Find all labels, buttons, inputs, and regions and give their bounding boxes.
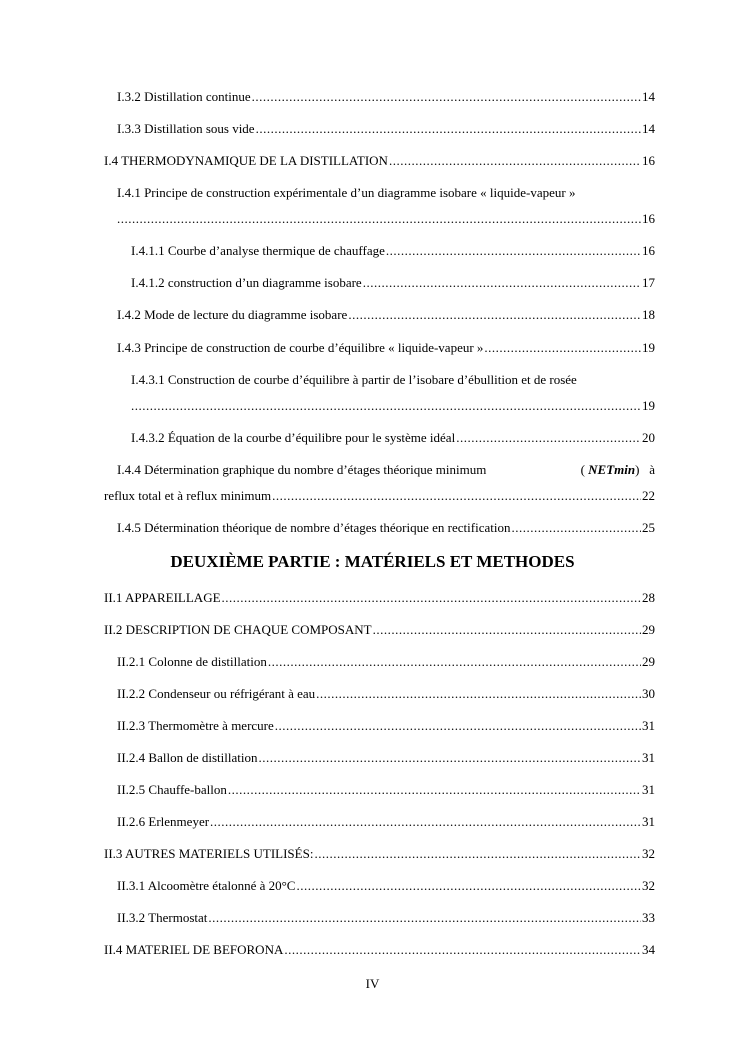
toc-entry-page: 16 (642, 153, 655, 168)
toc-entry-page: 31 (642, 718, 655, 733)
dot-leader (296, 878, 641, 894)
toc-entry-i-4-3-1[interactable] (131, 372, 655, 390)
toc-entry-i-4-5[interactable] (117, 520, 655, 538)
toc-entry-title: II.3.1 Alcoomètre étalonné à 20°C (117, 878, 296, 893)
toc-entry-title: I.4.1.1 Courbe d’analyse thermique de chauffage (131, 243, 385, 258)
dot-leader (363, 275, 641, 291)
toc-entry-title: II.2.4 Ballon de distillation (117, 750, 258, 765)
toc-entry-page: 30 (642, 686, 655, 701)
dot-leader (131, 398, 641, 414)
toc-entry-page: 18 (642, 307, 655, 322)
dot-leader (348, 307, 641, 323)
toc-entry-title: II.2.5 Chauffe-ballon (117, 782, 227, 797)
toc-entry-ii-3-1[interactable] (117, 878, 655, 896)
toc-entry-title: II.4 MATERIEL DE BEFORONA (104, 942, 284, 957)
dot-leader (389, 153, 641, 169)
toc-entry-page: 33 (642, 910, 655, 925)
toc-entry-page: 20 (642, 430, 655, 445)
formula-netmin-symbol: NETmin (588, 462, 636, 477)
toc-entry-page: 14 (642, 121, 655, 136)
toc-entry-title: II.2.1 Colonne de distillation (117, 654, 267, 669)
toc-entry-page: 16 (642, 243, 655, 258)
toc-entry-title: II.1 APPAREILLAGE (104, 590, 221, 605)
dot-leader (484, 340, 641, 356)
toc-entry-title: I.3.3 Distillation sous vide (117, 121, 255, 136)
dot-leader (373, 622, 641, 638)
dot-leader (511, 520, 641, 536)
toc-entry-title: I.4.2 Mode de lecture du diagramme isobare (117, 307, 348, 322)
dot-leader (386, 243, 641, 259)
toc-entry-page: 31 (642, 814, 655, 829)
toc-entry-title: II.2.6 Erlenmeyer (117, 814, 210, 829)
dot-leader (208, 910, 641, 926)
toc-entry-ii-2[interactable] (104, 622, 655, 640)
toc-entry-i-4-1-leader[interactable] (117, 211, 655, 229)
toc-entry-page: 31 (642, 782, 655, 797)
toc-entry-title: II.2.3 Thermomètre à mercure (117, 718, 274, 733)
dot-leader (284, 942, 641, 958)
toc-entry-title: I.4.5 Détermination théorique de nombre d’étages théorique en rectification (117, 520, 511, 535)
toc-entry-ii-4[interactable] (104, 942, 655, 960)
toc-entry-page: 32 (642, 846, 655, 861)
dot-leader (456, 430, 641, 446)
toc-entry-i-4-4-leader[interactable] (104, 488, 655, 506)
toc-entry-page: 25 (642, 520, 655, 535)
dot-leader (272, 488, 641, 504)
toc-entry-ii-2-5[interactable] (117, 782, 655, 800)
toc-entry-i-4-4[interactable] (117, 462, 655, 480)
toc-entry-title-tail: à (649, 462, 655, 477)
toc-entry-i-4-3[interactable] (117, 340, 655, 358)
dot-leader (314, 846, 641, 862)
toc-entry-title: II.3 AUTRES MATERIELS UTILISÉS: (104, 846, 314, 861)
toc-entry-page: 28 (642, 590, 655, 605)
toc-entry-i-4-3-2[interactable] (131, 430, 655, 448)
dot-leader (256, 121, 641, 137)
dot-leader (275, 718, 641, 734)
part-heading: DEUXIÈME PARTIE : MATÉRIELS ET METHODES (170, 552, 575, 571)
toc-entry-title: I.4.4 Détermination graphique du nombre d’étages théorique minimum (117, 462, 487, 477)
toc-entry-page: 29 (642, 622, 655, 637)
toc-entry-i-4-1[interactable] (117, 185, 655, 203)
toc-entry-title: I.4 THERMODYNAMIQUE DE LA DISTILLATION (104, 153, 388, 168)
toc-entry-i-3-3[interactable] (117, 121, 655, 139)
toc-entry-page: 16 (642, 211, 655, 226)
toc-entry-ii-2-4[interactable] (117, 750, 655, 768)
toc-entry-ii-3-2[interactable] (117, 910, 655, 928)
formula-paren-close: ) (635, 462, 640, 477)
toc-entry-i-4-3-1-leader[interactable] (131, 398, 655, 416)
toc-entry-page: 31 (642, 750, 655, 765)
dot-leader (268, 654, 641, 670)
toc-entry-ii-2-2[interactable] (117, 686, 655, 704)
toc-entry-i-3-2[interactable] (117, 89, 655, 107)
dot-leader (258, 750, 641, 766)
dot-leader (222, 590, 641, 606)
toc-entry-i-4-1-1[interactable] (131, 243, 655, 261)
toc-entry-title: I.4.3 Principe de construction de courbe d’équilibre « liquide-vapeur » (117, 340, 484, 355)
toc-entry-ii-2-1[interactable] (117, 654, 655, 672)
toc-entry-ii-2-3[interactable] (117, 718, 655, 736)
toc-entry-ii-3[interactable] (104, 846, 655, 864)
page-number: IV (365, 976, 380, 991)
toc-entry-title: II.3.2 Thermostat (117, 910, 208, 925)
toc-entry-page: 19 (642, 398, 655, 413)
toc-entry-i-4[interactable] (104, 153, 655, 171)
dot-leader (210, 814, 641, 830)
toc-entry-title: I.4.3.1 Construction de courbe d’équilibre à partir de l’isobare d’ébullition et de rosée (131, 372, 577, 387)
toc-entry-title: I.4.1.2 construction d’un diagramme isobare (131, 275, 362, 290)
toc-entry-page: 17 (642, 275, 655, 290)
toc-entry-title: I.3.2 Distillation continue (117, 89, 251, 104)
toc-entry-page: 19 (642, 340, 655, 355)
formula-paren-open: ( (580, 462, 585, 477)
toc-entry-page: 22 (642, 488, 655, 503)
toc-entry-title-cont: reflux total et à reflux minimum (104, 488, 272, 503)
formula-netmin (581, 462, 655, 478)
dot-leader (252, 89, 641, 105)
dot-leader (228, 782, 641, 798)
toc-entry-ii-2-6[interactable] (117, 814, 655, 832)
toc-entry-page: 14 (642, 89, 655, 104)
toc-entry-i-4-1-2[interactable] (131, 275, 655, 293)
dot-leader (316, 686, 641, 702)
dot-leader (117, 211, 641, 227)
toc-entry-ii-1[interactable] (104, 590, 655, 608)
toc-entry-page: 34 (642, 942, 655, 957)
toc-entry-title: I.4.1 Principe de construction expérimentale d’un diagramme isobare « liquide-vapeur » (117, 185, 576, 200)
toc-entry-page: 29 (642, 654, 655, 669)
toc-entry-title: II.2.2 Condenseur ou réfrigérant à eau (117, 686, 316, 701)
toc-entry-i-4-2[interactable] (117, 307, 655, 325)
toc-entry-title: I.4.3.2 Équation de la courbe d’équilibre pour le système idéal (131, 430, 456, 445)
toc-entry-title: II.2 DESCRIPTION DE CHAQUE COMPOSANT (104, 622, 372, 637)
toc-entry-page: 32 (642, 878, 655, 893)
